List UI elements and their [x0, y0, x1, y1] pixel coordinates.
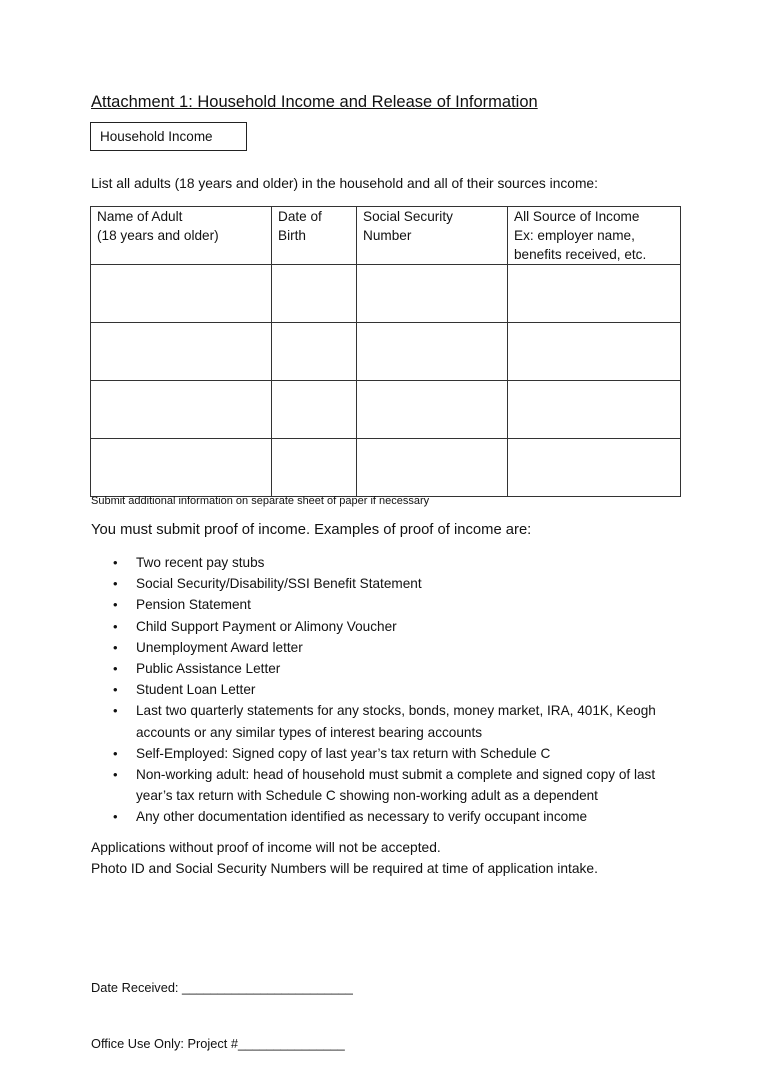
birth-date-cell[interactable] — [272, 265, 357, 323]
bullet-icon: • — [113, 597, 118, 613]
proof-heading: You must submit proof of income. Examples of proof of income are: — [91, 522, 532, 538]
list-item — [91, 637, 681, 658]
intro-text: List all adults (18 years and older) in the household and all of their sources income: — [91, 176, 598, 191]
name-cell[interactable] — [91, 265, 272, 323]
list-item-text: Non-working adult: head of household must submit a complete and signed copy of last year’s tax return with Schedule C showing non-working adult as a dependent — [136, 767, 656, 804]
list-item-text: Last two quarterly statements for any stocks, bonds, money market, IRA, 401K, Keogh accounts or any similar types of interest bearing accounts — [136, 703, 656, 740]
ssn-cell[interactable] — [357, 381, 508, 439]
header-name-of-adult — [91, 207, 272, 265]
bullet-icon: • — [113, 767, 118, 783]
bullet-icon: • — [113, 555, 118, 570]
list-item-text: Self-Employed: Signed copy of last year’s tax return with Schedule C — [136, 745, 551, 761]
closing-line: Photo ID and Social Security Numbers will be required at time of application intake. — [91, 861, 598, 876]
list-item — [91, 594, 681, 615]
income-source-cell[interactable] — [508, 323, 681, 381]
list-item — [91, 743, 681, 764]
list-item — [91, 806, 681, 827]
table-row — [91, 323, 681, 381]
page-title: Attachment 1: Household Income and Release of Information — [91, 93, 538, 111]
household-income-table — [90, 206, 681, 497]
table-row — [91, 381, 681, 439]
closing-line: Applications without proof of income will not be accepted. — [91, 840, 441, 855]
table-row — [91, 265, 681, 323]
list-item — [91, 552, 681, 573]
list-item-text: Two recent pay stubs — [136, 555, 265, 570]
header-social-security-number — [357, 207, 508, 265]
list-item-text: Public Assistance Letter — [136, 661, 281, 677]
list-item — [91, 616, 681, 637]
name-cell[interactable] — [91, 323, 272, 381]
date-received-field[interactable]: Date Received: ________________________ — [91, 980, 353, 995]
table-note: Submit additional information on separate sheet of paper if necessary — [91, 495, 430, 507]
bullet-icon: • — [113, 618, 118, 634]
header-line: benefits received, etc. — [514, 247, 647, 262]
income-source-cell[interactable] — [508, 439, 681, 497]
ssn-cell[interactable] — [357, 439, 508, 497]
bullet-icon: • — [113, 703, 118, 719]
list-item-text: Social Security/Disability/SSI Benefit Statement — [136, 576, 422, 592]
header-line: Number — [363, 228, 412, 243]
header-line: Social Security — [363, 209, 453, 224]
name-cell[interactable] — [91, 439, 272, 497]
table-row — [91, 439, 681, 497]
header-source-of-income — [508, 207, 681, 265]
bullet-icon: • — [113, 809, 118, 825]
list-item-text: Pension Statement — [136, 597, 251, 613]
header-line: Date of — [278, 209, 322, 224]
header-line: All Source of Income — [514, 209, 640, 224]
header-line: (18 years and older) — [97, 228, 219, 243]
header-date-of-birth — [272, 207, 357, 265]
bullet-icon: • — [113, 576, 118, 592]
bullet-icon: • — [113, 682, 118, 698]
closing-notes — [91, 837, 598, 879]
list-item-text: Child Support Payment or Alimony Voucher — [136, 618, 397, 634]
bullet-icon: • — [113, 745, 118, 761]
income-source-cell[interactable] — [508, 265, 681, 323]
birth-date-cell[interactable] — [272, 439, 357, 497]
project-number-field[interactable]: Office Use Only: Project #_______________ — [91, 1035, 345, 1051]
section-label-box: Household Income — [90, 122, 247, 151]
ssn-cell[interactable] — [357, 265, 508, 323]
birth-date-cell[interactable] — [272, 381, 357, 439]
list-item — [91, 658, 681, 679]
bullet-icon: • — [113, 661, 118, 677]
bullet-icon: • — [113, 639, 118, 655]
table-header-row — [91, 207, 681, 265]
header-line: Birth — [278, 228, 306, 243]
list-item-text: Student Loan Letter — [136, 682, 256, 698]
proof-of-income-list — [91, 552, 681, 828]
ssn-cell[interactable] — [357, 323, 508, 381]
header-line: Ex: employer name, — [514, 228, 635, 243]
birth-date-cell[interactable] — [272, 323, 357, 381]
list-item-text: Any other documentation identified as necessary to verify occupant income — [136, 809, 588, 825]
list-item — [91, 764, 681, 806]
list-item — [91, 700, 681, 742]
list-item-text: Unemployment Award letter — [136, 639, 303, 655]
header-line: Name of Adult — [97, 209, 183, 224]
name-cell[interactable] — [91, 381, 272, 439]
office-use-block — [91, 942, 353, 1072]
list-item — [91, 573, 681, 594]
list-item — [91, 679, 681, 700]
income-source-cell[interactable] — [508, 381, 681, 439]
